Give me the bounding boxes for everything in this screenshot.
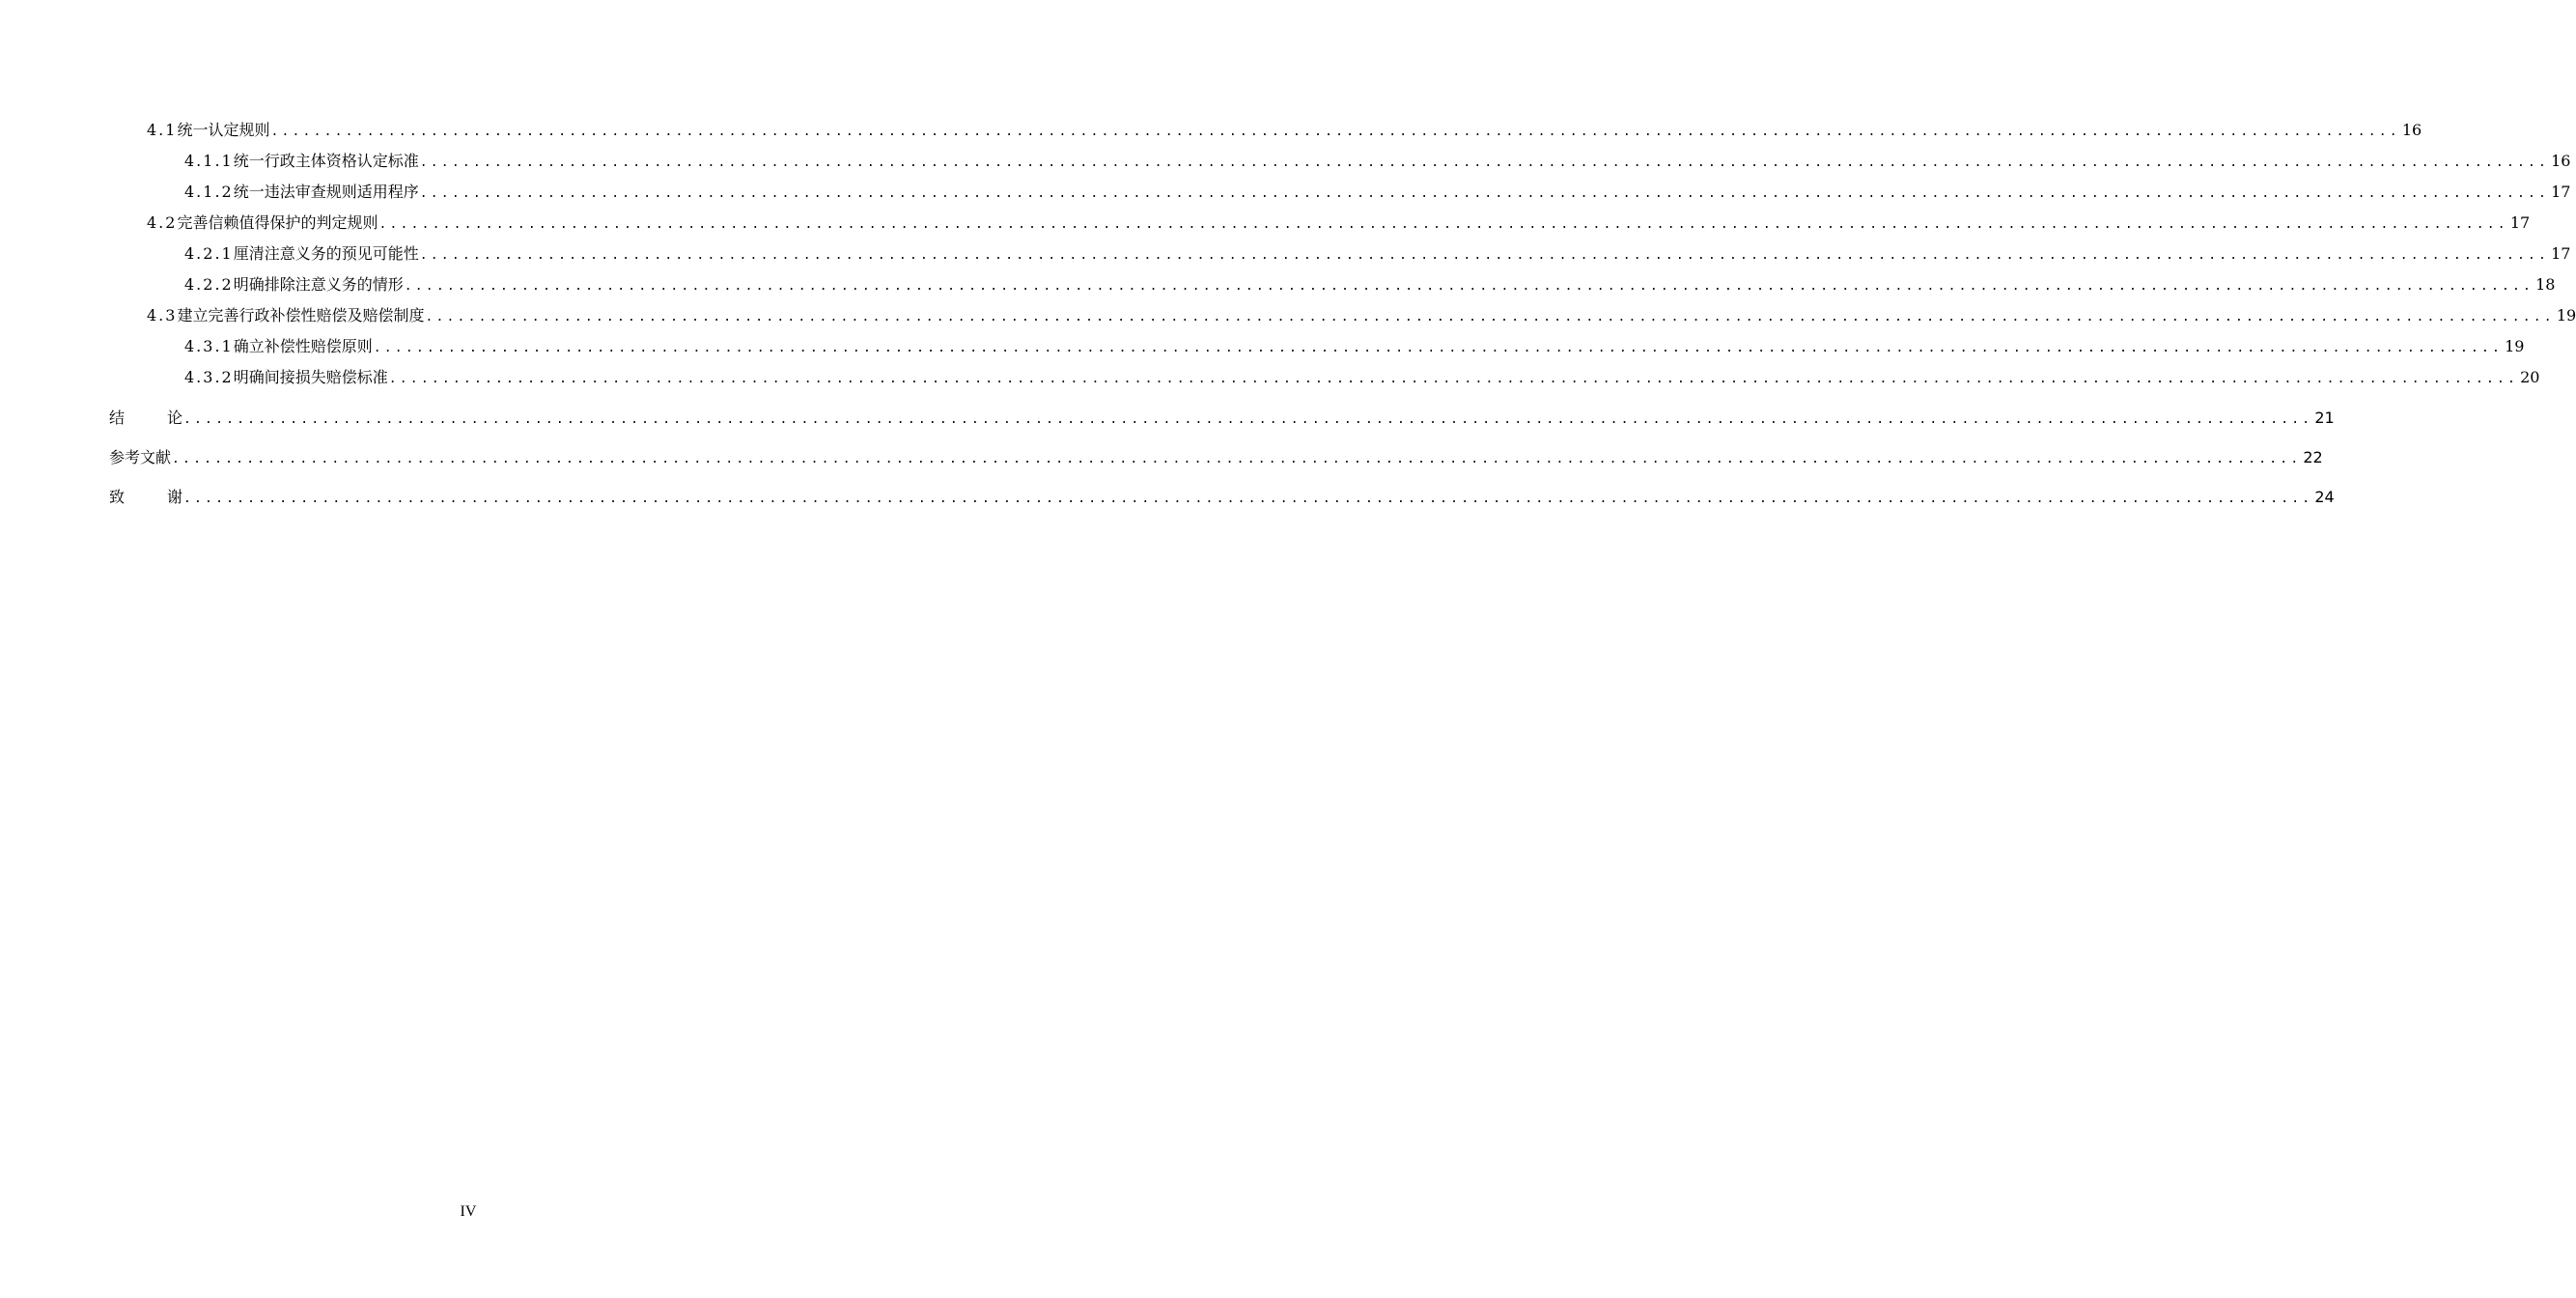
toc-entry-4-3-1[interactable]	[184, 334, 2525, 355]
toc-entry-title: 统一认定规则	[177, 121, 270, 139]
dot-leader: ........................................................................................................................................................................................................	[425, 310, 2555, 324]
toc-entry-title: 建立完善行政补偿性赔偿及赔偿制度	[177, 306, 425, 324]
toc-entry-number: 4.3.2	[184, 368, 234, 386]
toc-entry-number: 4.1.2	[184, 183, 234, 201]
toc-title-char: 谢	[166, 488, 182, 506]
toc-entry-title: 参考文献	[109, 448, 172, 466]
toc-entry-page: 24	[2314, 488, 2335, 506]
toc-entry-page: 16	[2401, 121, 2422, 139]
toc-entry-4-3-2[interactable]	[184, 365, 2540, 386]
toc-entry-title: 明确排除注意义务的情形	[233, 275, 404, 294]
dot-leader: ........................................................................................................................................................................................................	[183, 492, 2313, 506]
toc-entry-4-3[interactable]	[147, 303, 2576, 324]
toc-entry-title: 确立补偿性赔偿原则	[233, 337, 373, 355]
toc-entry-page: 19	[2505, 337, 2525, 355]
toc-entry-page: 17	[2509, 213, 2531, 232]
dot-leader: ........................................................................................................................................................................................................	[172, 452, 2302, 466]
toc-entry-page: 21	[2314, 409, 2335, 427]
page-number: IV	[460, 1203, 477, 1220]
dot-leader: ........................................................................................................................................................................................................	[183, 412, 2313, 427]
toc-entry-title	[109, 406, 182, 428]
toc-entry-number: 4.3.1	[184, 337, 234, 355]
toc-entry-page: 16	[2551, 152, 2571, 170]
toc-entry-page: 20	[2520, 368, 2540, 386]
toc-entry-page: 22	[2303, 448, 2323, 466]
dot-leader: ........................................................................................................................................................................................................	[373, 341, 2504, 355]
toc-entry-title: 完善信赖值得保护的判定规则	[177, 213, 378, 232]
toc-entry-conclusion[interactable]	[109, 406, 2335, 427]
toc-entry-title: 统一行政主体资格认定标准	[233, 152, 419, 170]
toc-title-char: 论	[166, 409, 182, 427]
toc-entry-4-1-2[interactable]	[184, 180, 2571, 201]
toc-entry-title: 厘清注意义务的预见可能性	[233, 244, 419, 263]
toc-entry-number: 4.1.1	[184, 152, 234, 170]
toc-entry-number: 4.2.2	[184, 275, 234, 294]
toc-entry-number: 4.2	[147, 213, 178, 232]
toc-entry-number: 4.3	[147, 306, 178, 324]
toc-entry-page: 18	[2535, 275, 2556, 294]
toc-entry-title: 明确间接损失赔偿标准	[233, 368, 388, 386]
toc-entry-4-1[interactable]	[147, 118, 2422, 139]
toc-entry-title	[109, 485, 182, 507]
dot-leader: ........................................................................................................................................................................................................	[419, 155, 2550, 170]
toc-entry-acknowledgements[interactable]	[109, 485, 2335, 506]
dot-leader: ........................................................................................................................................................................................................	[419, 248, 2550, 263]
toc-entry-4-2-1[interactable]	[184, 241, 2571, 263]
toc-title-char: 结	[109, 409, 126, 427]
toc-entry-page: 17	[2551, 183, 2571, 201]
dot-leader: ........................................................................................................................................................................................................	[270, 125, 2400, 139]
toc-entry-title: 统一违法审查规则适用程序	[233, 183, 419, 201]
toc-entry-references[interactable]	[109, 445, 2323, 466]
toc-entry-4-1-1[interactable]	[184, 149, 2571, 170]
toc-title-char: 致	[109, 488, 126, 506]
toc-entry-number: 4.2.1	[184, 244, 234, 263]
dot-leader: ........................................................................................................................................................................................................	[378, 217, 2508, 232]
toc-entry-page: 17	[2551, 244, 2571, 263]
toc-entry-number: 4.1	[147, 121, 178, 139]
dot-leader: ........................................................................................................................................................................................................	[419, 186, 2550, 201]
toc-entry-4-2[interactable]	[147, 211, 2531, 232]
toc-entry-4-2-2[interactable]	[184, 272, 2556, 294]
dot-leader: ........................................................................................................................................................................................................	[388, 372, 2519, 386]
dot-leader: ........................................................................................................................................................................................................	[404, 279, 2534, 294]
toc-entry-page: 19	[2556, 306, 2576, 324]
